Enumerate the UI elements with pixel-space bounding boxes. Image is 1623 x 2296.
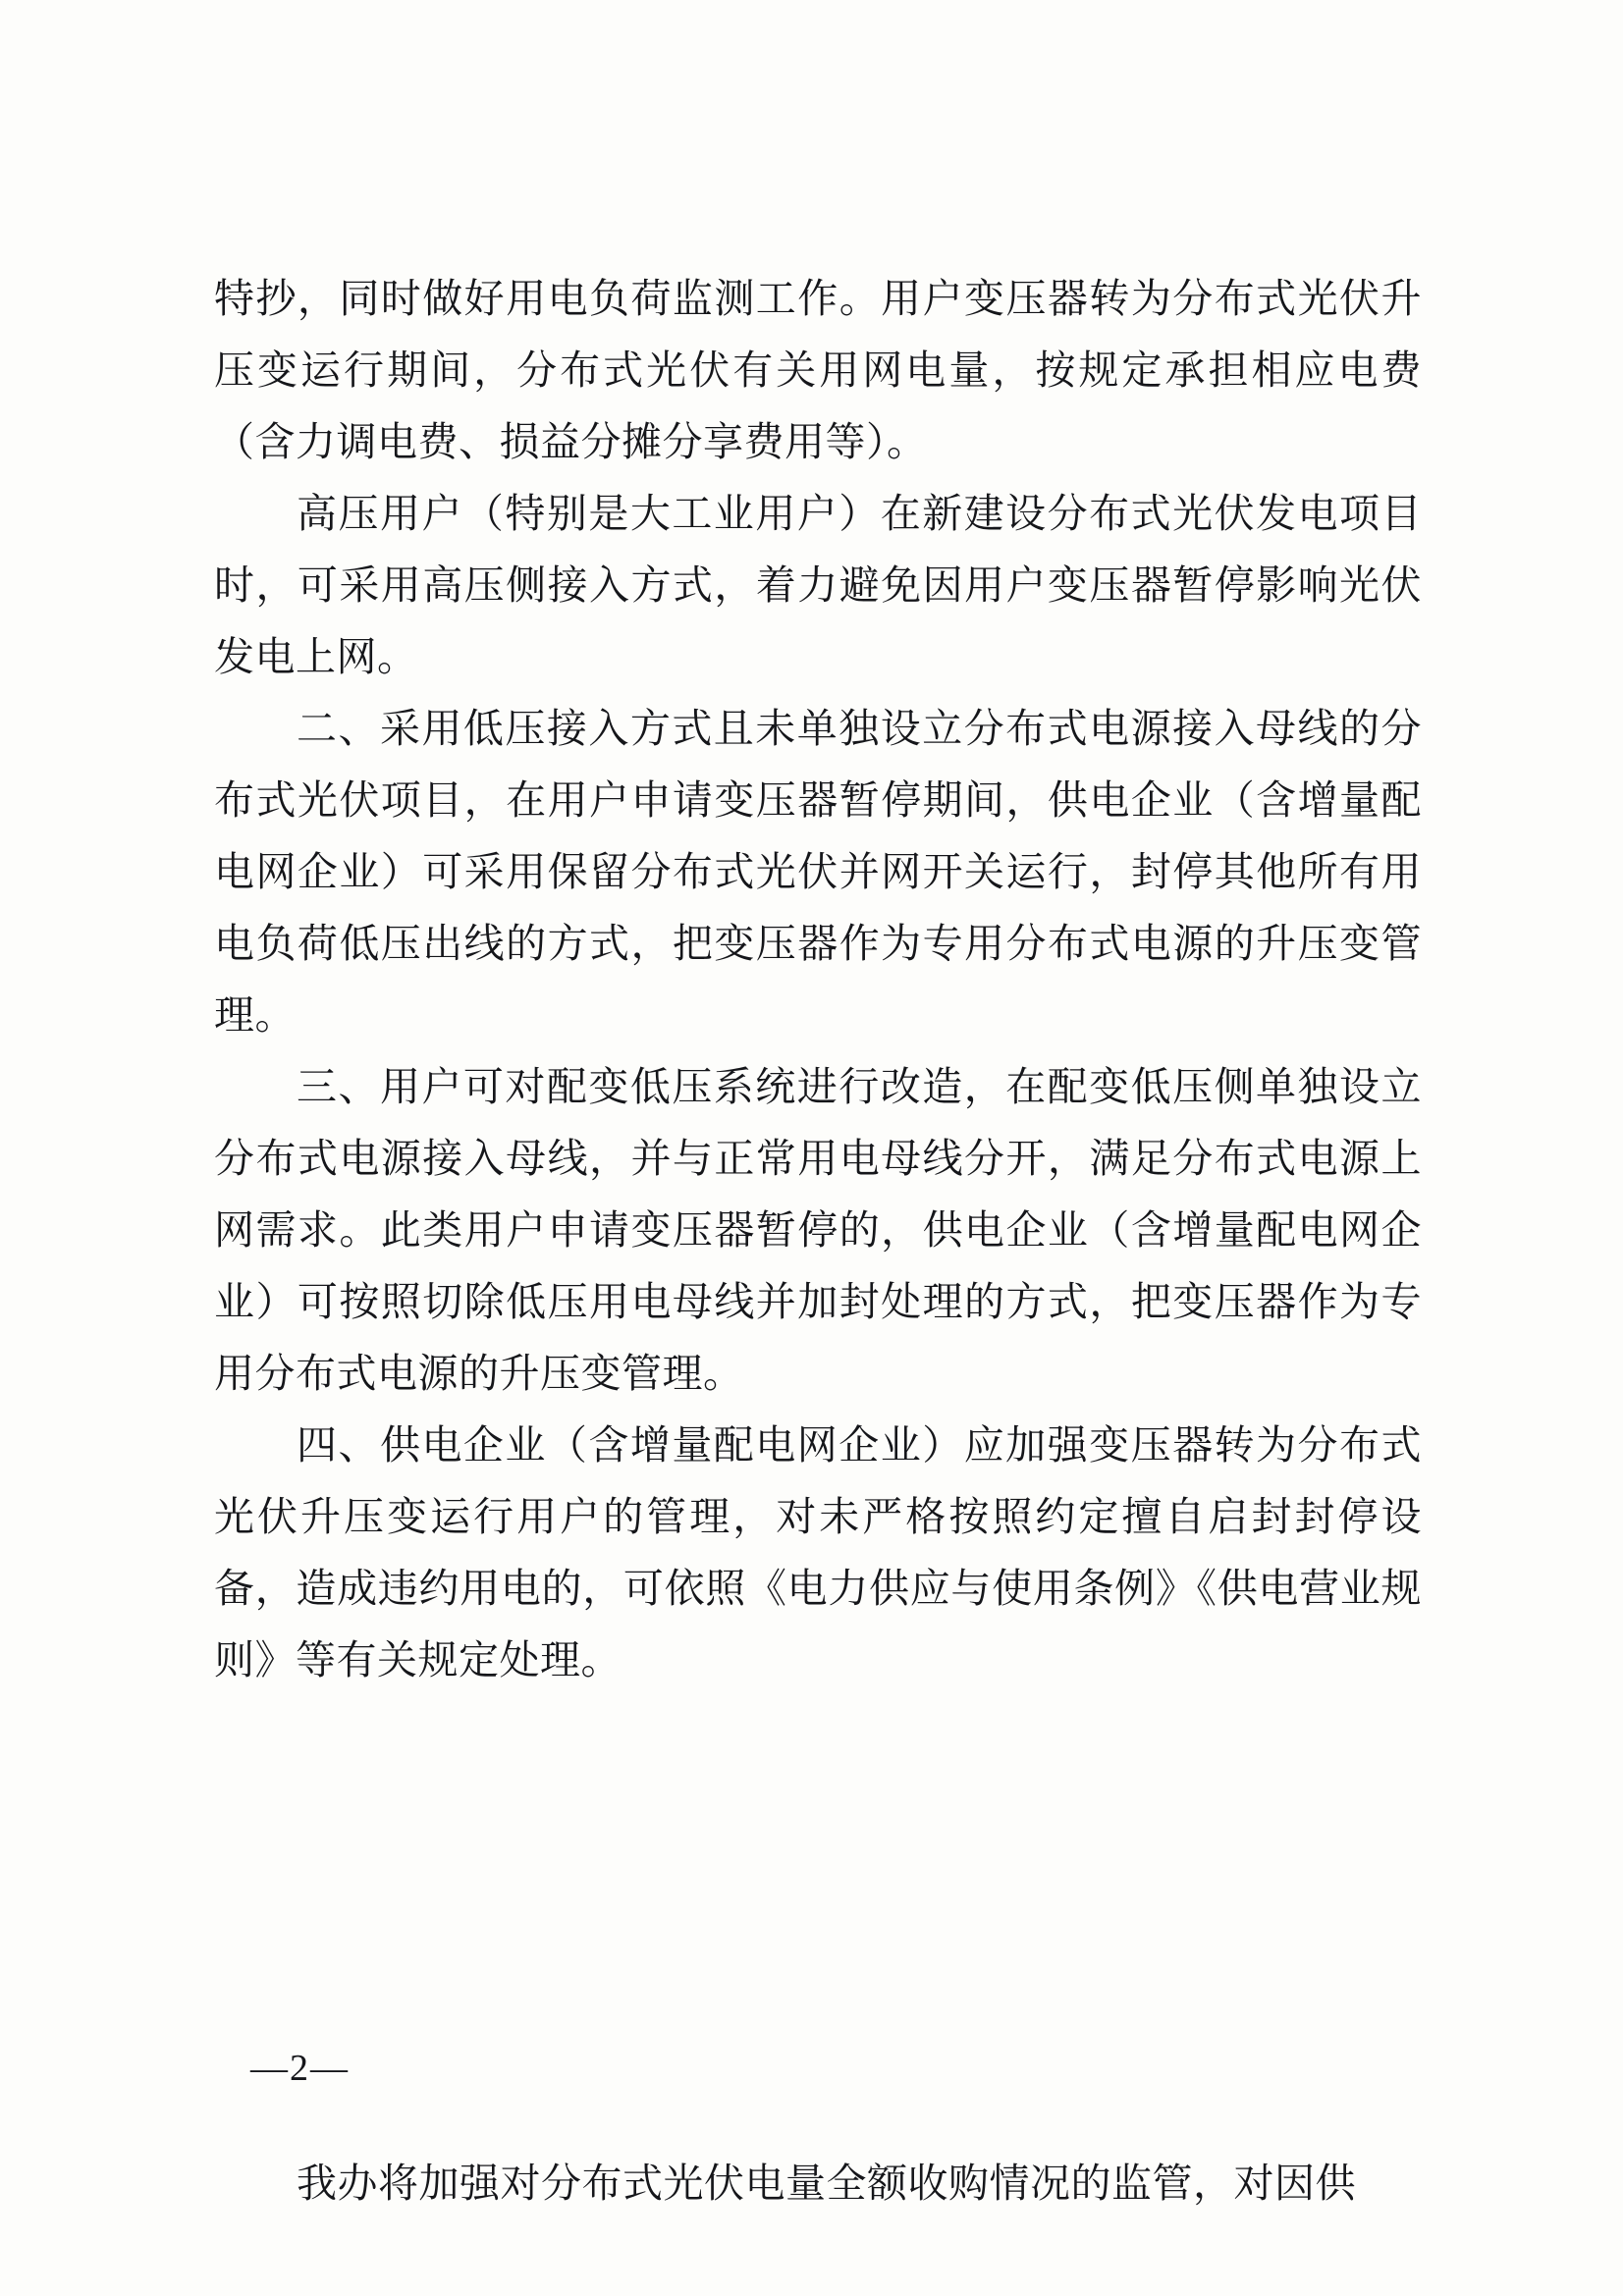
page-number: —2— xyxy=(250,2048,350,2089)
paragraph-3: 二、采用低压接入方式且未单独设立分布式电源接入母线的分布式光伏项目，在用户申请变压器暂停期间，供电企业（含增量配电网企业）可采用保留分布式光伏并网开关运行，封停其他所有用电负荷低压出线的方式，把变压器作为专用分布式电源的升压变管理。 xyxy=(214,706,1422,1038)
paragraph-5: 四、供电企业（含增量配电网企业）应加强变压器转为分布式光伏升压变运行用户的管理，对未严格按照约定擅自启封封停设备，造成违约用电的，可依照《电力供应与使用条例》《供电营业规则》等有关规定处理。 xyxy=(214,1422,1422,1682)
paragraph-tail: 我办将加强对分布式光伏电量全额收购情况的监管，对因供 xyxy=(297,2161,1356,2206)
document-body xyxy=(214,263,1422,1696)
paragraph-1: 特抄，同时做好用电负荷监测工作。用户变压器转为分布式光伏升压变运行期间，分布式光伏有关用网电量，按规定承担相应电费（含力调电费、损益分摊分享费用等）。 xyxy=(214,276,1422,464)
paragraph-4: 三、用户可对配变低压系统进行改造，在配变低压侧单独设立分布式电源接入母线，并与正常用电母线分开，满足分布式电源上网需求。此类用户申请变压器暂停的，供电企业（含增量配电网企业）可按照切除低压用电母线并加封处理的方式，把变压器作为专用分布式电源的升压变管理。 xyxy=(214,1064,1422,1396)
paragraph-2: 高压用户（特别是大工业用户）在新建设分布式光伏发电项目时，可采用高压侧接入方式，着力避免因用户变压器暂停影响光伏发电上网。 xyxy=(214,491,1422,679)
